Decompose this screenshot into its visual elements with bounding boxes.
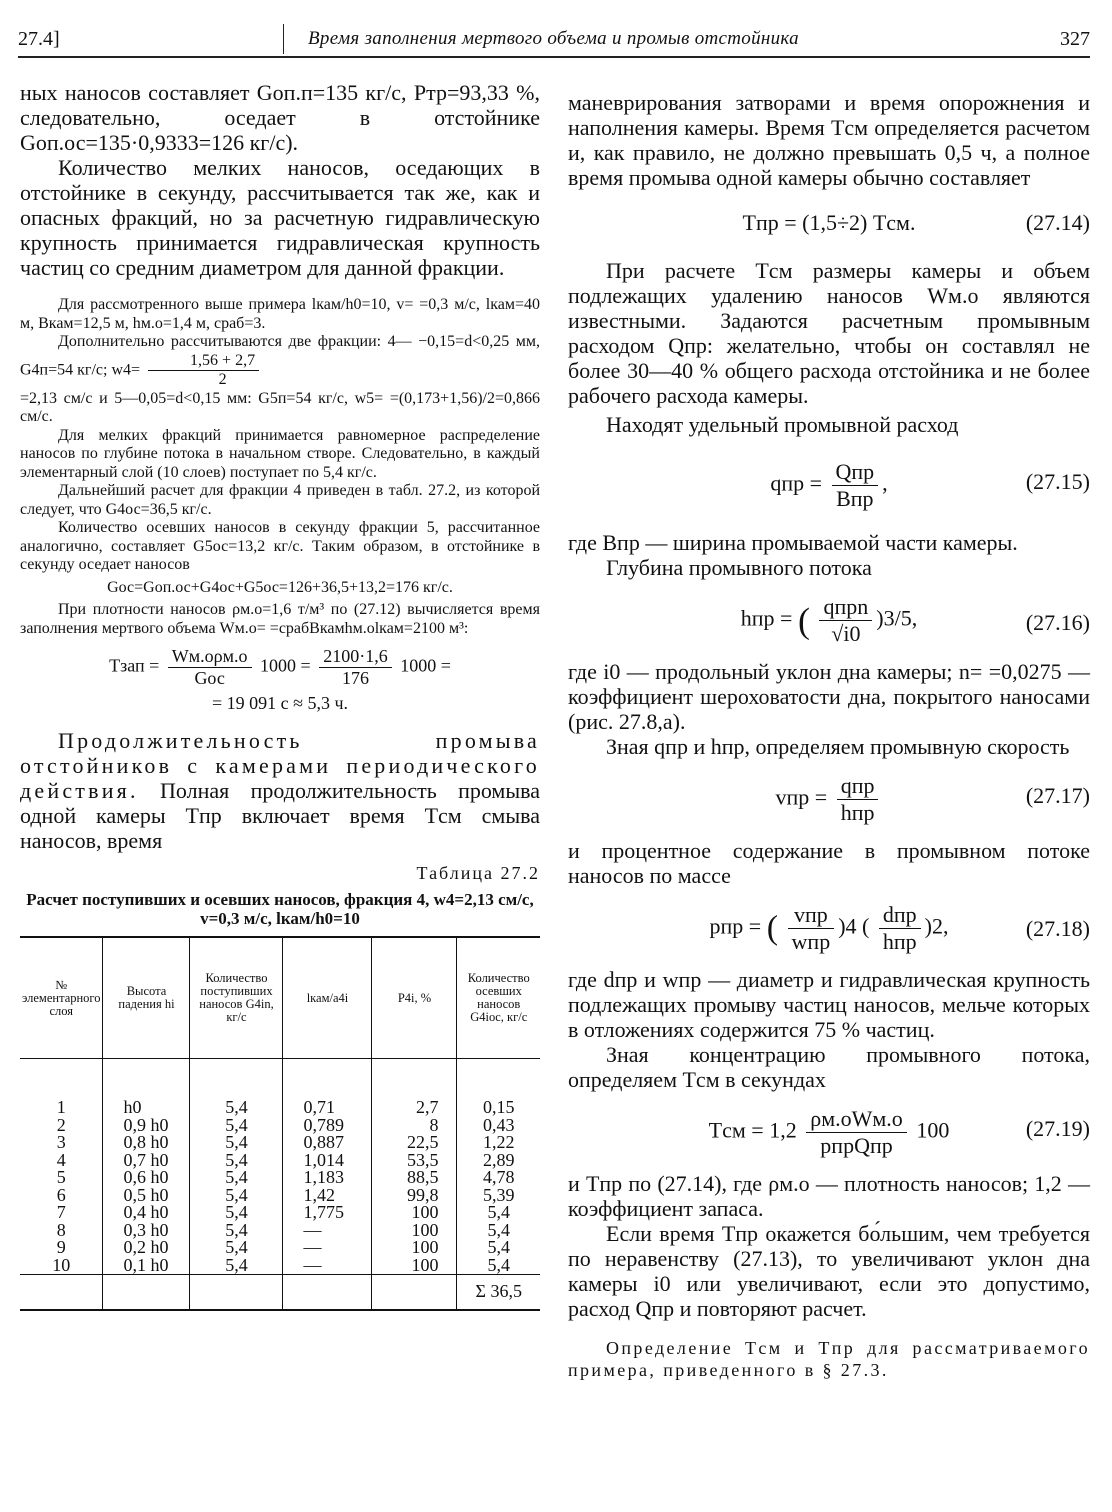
- equation-tail: )3/5,: [876, 605, 918, 631]
- table-cell: 1,42: [283, 1187, 372, 1205]
- paragraph-rest: Полная продолжительность промыва одной камеры Tпр включает время Tсм смыва наносов, время: [20, 778, 540, 853]
- fraction: [148, 352, 259, 390]
- example-text: Для мелких фракций принимается равномерное распределение наносов по глубине потока в начальном створе. Следовательно, в каждый элементарный слой (10 слоев) поступает по 5,4 кг/с.: [20, 426, 540, 481]
- paren-open: (: [797, 600, 810, 641]
- table-cell: 2,89: [482, 1149, 515, 1170]
- equation-27-16: [568, 594, 1090, 647]
- table-cell: 99,8: [372, 1187, 457, 1205]
- paren-open: (: [766, 909, 779, 947]
- fraction: [788, 902, 835, 955]
- table-cell: 5,4: [190, 1059, 283, 1117]
- left-column: [20, 80, 540, 1311]
- equation-27-17: [568, 773, 1090, 826]
- equation-number: (27.14): [1025, 210, 1090, 235]
- example-text: Дальнейший расчет для фракции 4 приведен в табл. 27.2, из которой следует, что G4ос=36,5 кг/с.: [20, 482, 540, 518]
- table-row: [20, 1059, 540, 1117]
- table-cell: 2: [20, 1117, 103, 1135]
- column-header: № элементарного слоя: [20, 937, 103, 1059]
- denominator: hпр: [882, 929, 917, 954]
- table-cell: 5,4: [487, 1219, 510, 1240]
- table-cell: h0: [103, 1059, 190, 1117]
- table-cell: 0,4 h0: [103, 1204, 190, 1222]
- table-cell: [190, 1275, 283, 1311]
- table-row: [20, 1222, 540, 1240]
- formula-result: = 19 091 с ≈ 5,3 ч.: [211, 693, 349, 713]
- table-row: [20, 1257, 540, 1275]
- equation-lhs: hпр =: [740, 605, 793, 631]
- fraction: [319, 646, 392, 689]
- table-body: [20, 1059, 540, 1311]
- table-cell: 5,4: [190, 1169, 283, 1187]
- column-header: lкам/a4i: [283, 937, 372, 1059]
- table-cell: 10: [20, 1257, 103, 1275]
- table-cell: 0,15: [482, 1097, 515, 1117]
- running-header: [18, 28, 1090, 54]
- equation-number: (27.16): [1025, 610, 1090, 635]
- header-rule: [18, 56, 1090, 58]
- table-row: [20, 1117, 540, 1135]
- numerator: ρм.оWм.о: [806, 1106, 907, 1133]
- table-cell: 5,4: [190, 1134, 283, 1152]
- table-cell: 0,9 h0: [103, 1117, 190, 1135]
- table-row: [20, 1134, 540, 1152]
- formula-end: 1000 =: [400, 655, 451, 676]
- paragraph: где dпр и wпр — диаметр и гидравлическая крупность подлежащих промыву частиц наносов, мельче которых в отложениях содержится 75 % частиц.: [568, 967, 1090, 1042]
- example-text: Количество осевших наносов в секунду фракции 5, рассчитанное аналогично, составляет G5ос=13,2 кг/с. Таким образом, в отстойнике в секунду оседает наносов: [20, 519, 540, 573]
- paragraph: Глубина промывного потока: [606, 555, 872, 580]
- formula-mid: 1000 =: [260, 655, 311, 676]
- table-cell: 1,775: [283, 1204, 372, 1222]
- numerator: qпрn: [819, 594, 872, 621]
- denominator: wпр: [791, 929, 831, 954]
- table-cell: 8: [372, 1117, 457, 1135]
- table-cell: 6: [20, 1187, 103, 1205]
- table-row: [20, 1187, 540, 1205]
- numerator: dпр: [879, 902, 921, 929]
- formula-lhs: Tзап =: [109, 655, 160, 676]
- table-cell: —: [283, 1257, 372, 1275]
- denominator: Gос: [194, 668, 225, 688]
- numerator: Qпр: [832, 459, 879, 486]
- table-cell: 5,4: [190, 1117, 283, 1135]
- table-cell: 1: [20, 1059, 103, 1117]
- equation-number: (27.15): [1025, 469, 1090, 494]
- table-cell: 9: [20, 1239, 103, 1257]
- table-cell: —: [283, 1222, 372, 1240]
- paragraph: где i0 — продольный уклон дна камеры; n= =0,0275 — коэффициент шероховатости дна, покрытого наносами (рис. 27.8,a).: [568, 659, 1090, 734]
- numerator: Wм.оρм.о: [168, 646, 252, 668]
- paragraph: и процентное содержание в промывном потоке наносов по массе: [568, 838, 1090, 888]
- table-cell: 5,4: [190, 1222, 283, 1240]
- table-total: Σ 36,5: [457, 1275, 540, 1311]
- column-header: Количество поступивших наносов G4in, кг/с: [190, 937, 283, 1059]
- table-cell: [372, 1275, 457, 1311]
- table-cell: 5,4: [487, 1202, 510, 1222]
- paragraph: ных наносов составляет Gоп.п=135 кг/с, Pтр=93,33 %, следовательно, оседает в отстойнике Gоп.ос=135·0,9333=126 кг/с).: [20, 80, 540, 155]
- fraction: [819, 594, 872, 647]
- equation-lhs: qпр =: [770, 470, 822, 496]
- table-cell: 100: [372, 1204, 457, 1222]
- right-column: [568, 90, 1090, 1381]
- table-cell: 0,5 h0: [103, 1187, 190, 1205]
- numerator: qпр: [837, 773, 879, 800]
- table-cell: 2,7: [372, 1059, 457, 1117]
- example-text: =2,13 см/с и 5—0,05=d<0,15 мм: G5п=54 кг/с, w5= =(0,173+1,56)/2=0,866 см/с.: [20, 389, 540, 425]
- fraction: [832, 459, 879, 512]
- table-title: Расчет поступивших и осевших наносов, фракция 4, w4=2,13 см/с, v=0,3 м/с, lкам/h0=10: [26, 890, 534, 928]
- equation-body: Tпр = (1,5÷2) Tсм.: [742, 210, 916, 235]
- table-cell: 100: [372, 1222, 457, 1240]
- spaced-heading: Продолжительность промыва отстойников с камерами периодического действия.: [20, 728, 540, 803]
- denominator: 176: [341, 668, 369, 688]
- equation-tail: ,: [882, 470, 888, 496]
- table-caption: Таблица 27.2: [416, 863, 540, 883]
- table-cell: 0,7 h0: [103, 1152, 190, 1170]
- closing-heading: Определение Tсм и Tпр для рассматриваемого примера, приведенного в § 27.3.: [568, 1338, 1090, 1380]
- table-cell: 1,183: [283, 1169, 372, 1187]
- paragraph: и Tпр по (27.14), где ρм.о — плотность наносов; 1,2 — коэффициент запаса.: [568, 1171, 1090, 1221]
- equation-lhs: Tсм = 1,2: [708, 1117, 797, 1143]
- section-number: 27.4]: [18, 28, 60, 50]
- equation-lhs: pпр =: [709, 913, 762, 939]
- header-divider: [283, 24, 284, 54]
- table-cell: 5,4: [487, 1237, 510, 1257]
- table-cell: 53,5: [372, 1152, 457, 1170]
- table-cell: [283, 1275, 372, 1311]
- table-cell: 0,43: [482, 1114, 515, 1135]
- table-cell: 0,71: [283, 1059, 372, 1117]
- table-cell: 7: [20, 1204, 103, 1222]
- table-cell: [103, 1275, 190, 1311]
- formula-fill-time: [20, 646, 540, 689]
- denominator: Bпр: [836, 486, 874, 511]
- paragraph: При расчете Tсм размеры камеры и объем подлежащих удалению наносов Wм.о являются известными. Задаются расчетным промывным расходом Qпр: желательно, чтобы он составлял не более 30—40 % общего расхода отстойника и не более рабочего расхода камеры.: [568, 258, 1090, 408]
- paragraph: [20, 728, 540, 853]
- example-text: При плотности наносов ρм.о=1,6 т/м³ по (27.12) вычисляется время заполнения мертвого объема Wм.о= =cрабBкамhм.оlкам=2100 м³:: [20, 601, 540, 637]
- equation-number: (27.18): [1025, 916, 1090, 941]
- paragraph: где Bпр — ширина промываемой части камеры.: [568, 530, 1018, 555]
- paragraph: Находят удельный промывной расход: [606, 412, 959, 437]
- example-text: [20, 333, 540, 390]
- table-cell: 0,8 h0: [103, 1134, 190, 1152]
- running-title: Время заполнения мертвого объема и промыв отстойника: [308, 28, 799, 49]
- table-cell: 100: [372, 1239, 457, 1257]
- denominator: 2: [218, 371, 227, 388]
- table-cell: 4: [20, 1152, 103, 1170]
- table-row: [20, 1204, 540, 1222]
- paragraph: Количество мелких наносов, оседающих в отстойнике в секунду, рассчитывается так же, как и опасных фракций, но за расчетную гидравлическую крупность принимается гидравлическая крупность частиц со средним диаметром для данной фракции.: [20, 155, 540, 280]
- table-cell: 100: [372, 1257, 457, 1275]
- equation-27-15: [568, 459, 1090, 512]
- table-cell: 0,2 h0: [103, 1239, 190, 1257]
- table-cell: [20, 1275, 103, 1311]
- table-row: [20, 1239, 540, 1257]
- fraction: [168, 646, 252, 689]
- table-row: [20, 1169, 540, 1187]
- table-row: [20, 1152, 540, 1170]
- column-header: P4i, %: [372, 937, 457, 1059]
- table-cell: 5,4: [190, 1187, 283, 1205]
- fraction: [837, 773, 879, 826]
- table-cell: 1,014: [283, 1152, 372, 1170]
- fraction: [879, 902, 921, 955]
- paragraph: Если время Tпр окажется бо́льшим, чем требуется по неравенству (27.13), то увеличивают уклон дна камеры i0 или увеличивают, если это допустимо, расход Qпр и повторяют расчет.: [568, 1221, 1090, 1321]
- table-cell: 88,5: [372, 1169, 457, 1187]
- table-cell: 5,4: [190, 1152, 283, 1170]
- data-table: [20, 936, 540, 1311]
- paragraph: Зная qпр и hпр, определяем промывную скорость: [606, 734, 1070, 759]
- paragraph: Зная концентрацию промывного потока, определяем Tсм в секундах: [568, 1042, 1090, 1092]
- column-header: Количество осевших наносов G4ioc, кг/с: [457, 937, 540, 1059]
- equation-27-19: [568, 1106, 1090, 1159]
- equation-lhs: vпр =: [775, 784, 828, 810]
- table-cell: 5,4: [190, 1239, 283, 1257]
- table-cell: 1,22: [482, 1132, 515, 1152]
- equation-27-18: [568, 902, 1090, 955]
- table-cell: 0,789: [283, 1117, 372, 1135]
- table-cell: 5,4: [190, 1257, 283, 1275]
- denominator: √i0: [831, 621, 861, 646]
- table-cell: 22,5: [372, 1134, 457, 1152]
- formula: Gос=Gоп.ос+G4ос+G5ос=126+36,5+13,2=176 кг/с.: [107, 578, 453, 596]
- equation-27-14: [568, 210, 1090, 236]
- equation-tail: 100: [916, 1117, 950, 1143]
- table-cell: 5,4: [190, 1204, 283, 1222]
- example-text: Для рассмотренного выше примера lкам/h0=10, v= =0,3 м/с, lкам=40 м, Bкам=12,5 м, hм.о=1,4 м, cраб=3.: [20, 296, 540, 332]
- equation-number: (27.19): [1025, 1116, 1090, 1141]
- table-cell: 5,4: [487, 1254, 510, 1275]
- equation-tail: )2,: [924, 913, 949, 939]
- column-header: Высота падения hi: [103, 937, 190, 1059]
- equation-mid: )4 (: [838, 913, 870, 939]
- equation-number: (27.17): [1025, 783, 1090, 808]
- example-fragment: Дополнительно рассчитываются две фракции: 4— −0,15=d<0,25 мм, G4п=54 кг/с; w4=: [20, 333, 540, 379]
- page-number: 327: [1060, 28, 1090, 50]
- table-cell: 5,39: [482, 1184, 515, 1205]
- fraction: [806, 1106, 907, 1159]
- table-cell: 4,78: [482, 1167, 515, 1187]
- table-cell: 0,1 h0: [103, 1257, 190, 1275]
- table-cell: 0,3 h0: [103, 1222, 190, 1240]
- numerator: 2100·1,6: [319, 646, 392, 668]
- table-cell: 8: [20, 1222, 103, 1240]
- paragraph: маневрирования затворами и время опорожнения и наполнения камеры. Время Tсм определяется расчетом и, как правило, не должно превышать 0,5 ч, а полное время промыва одной камеры обычно составляет: [568, 90, 1090, 190]
- denominator: hпр: [840, 800, 875, 825]
- numerator: vпр: [788, 902, 835, 929]
- numerator: 1,56 + 2,7: [148, 352, 259, 372]
- table-cell: —: [283, 1239, 372, 1257]
- table-cell: 5: [20, 1169, 103, 1187]
- table-cell: 0,6 h0: [103, 1169, 190, 1187]
- table-cell: 3: [20, 1134, 103, 1152]
- table-cell: 0,887: [283, 1134, 372, 1152]
- denominator: pпрQпр: [820, 1133, 893, 1158]
- table-total-row: [20, 1275, 540, 1311]
